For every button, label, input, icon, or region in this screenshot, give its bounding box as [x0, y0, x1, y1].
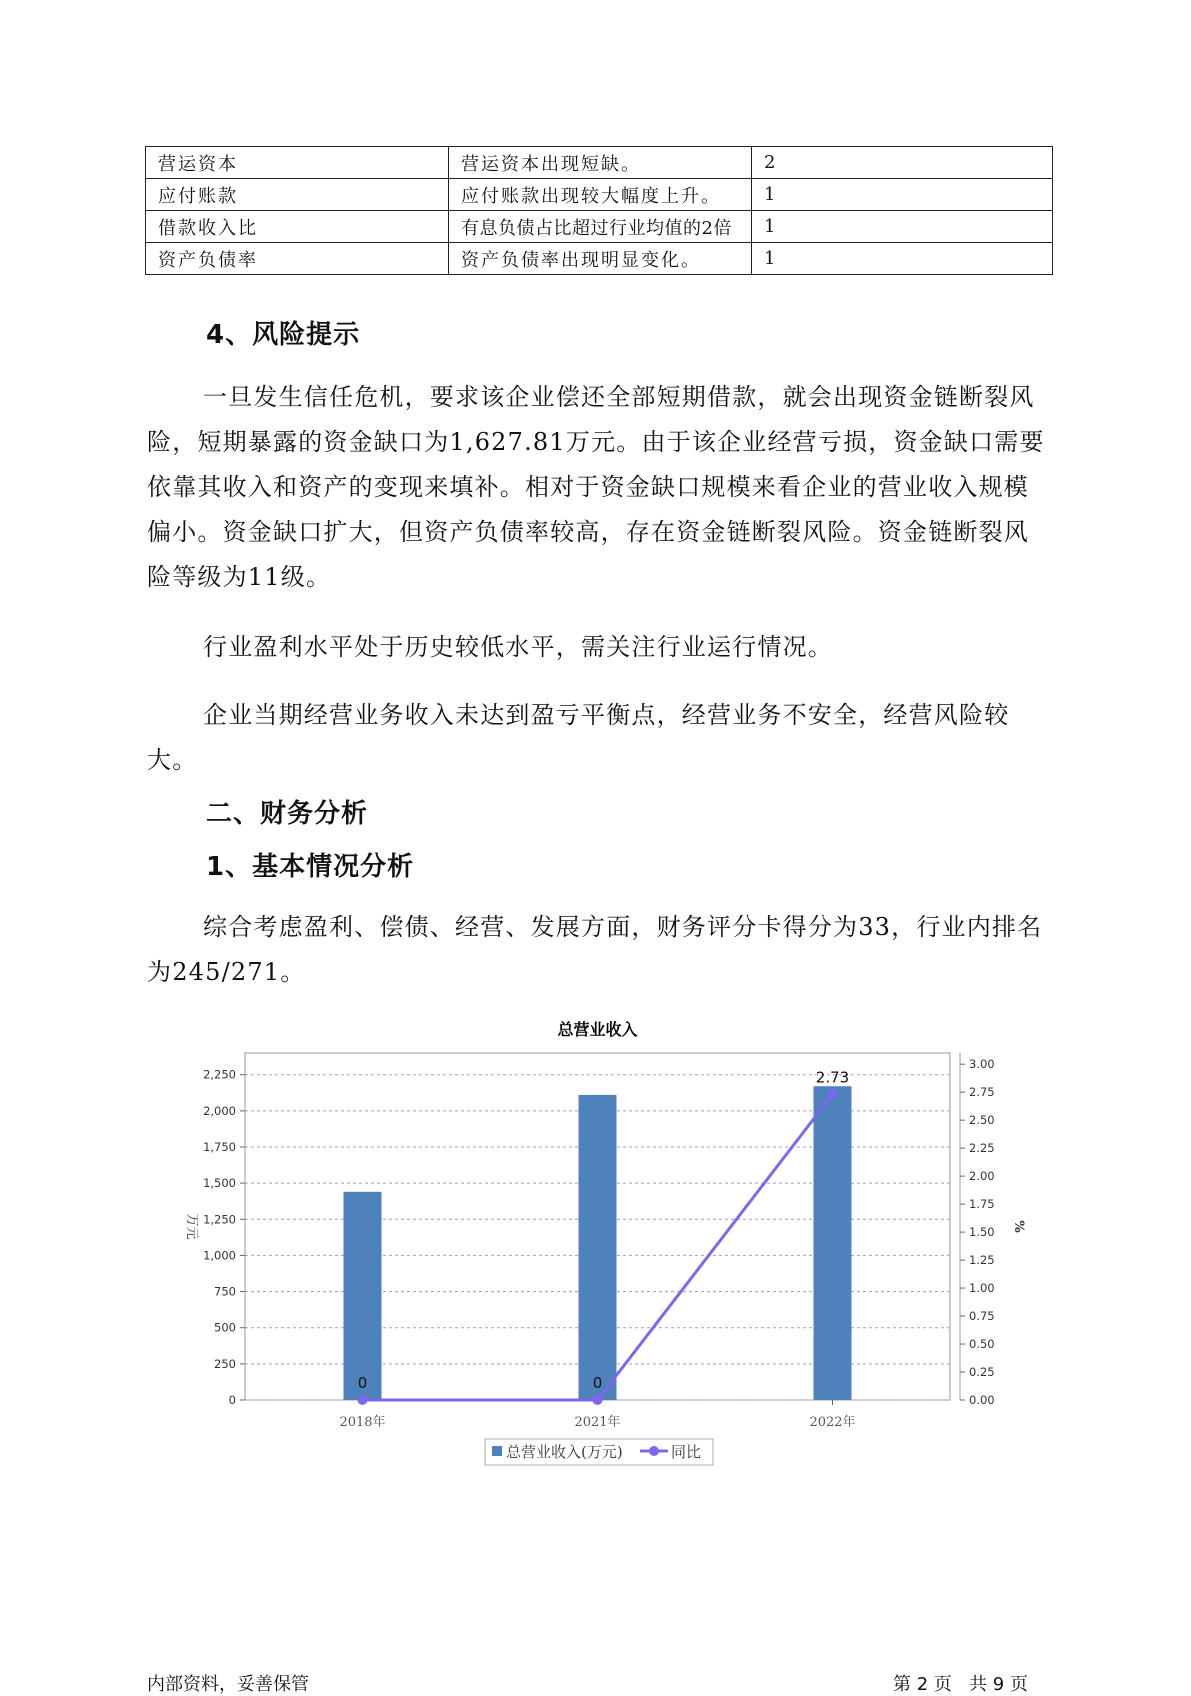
legend-swatch-marker	[649, 1446, 659, 1456]
y-tick-label: 750	[214, 1284, 236, 1299]
x-tick-label: 2021年	[574, 1415, 621, 1430]
y2-tick-label: 1.25	[969, 1253, 995, 1268]
risk-indicator-table	[145, 146, 1053, 275]
y2-tick-label: 2.75	[969, 1085, 995, 1100]
legend-swatch-bar	[492, 1446, 502, 1456]
legend-label-revenue: 总营业收入(万元)	[506, 1443, 623, 1461]
table-row	[146, 179, 1053, 211]
bar	[344, 1192, 382, 1400]
y-tick-label: 250	[214, 1356, 236, 1371]
table-cell: 1	[752, 179, 1053, 211]
paragraph-risk-2: 行业盈利水平处于历史较低水平，需关注行业运行情况。	[203, 633, 833, 661]
y-tick-label: 0	[228, 1393, 236, 1407]
chart-title: 总营业收入	[557, 1020, 638, 1039]
y2-tick-label: 0.00	[969, 1393, 995, 1407]
y2-tick-label: 0.25	[969, 1365, 995, 1380]
x-tick-label: 2022年	[809, 1415, 856, 1430]
y-tick-label: 1,750	[203, 1139, 236, 1154]
table-row	[146, 147, 1053, 179]
y-tick-label: 500	[214, 1320, 236, 1335]
y2-tick-label: 2.50	[969, 1113, 995, 1128]
y2-tick-label: 1.00	[969, 1281, 995, 1296]
bar	[579, 1095, 617, 1400]
section-heading-risk: 4、风险提示	[206, 320, 361, 350]
y-axis-title: 万元	[184, 1213, 199, 1240]
yoy-point	[828, 1089, 838, 1099]
yoy-data-label: 0	[357, 1374, 368, 1392]
table-cell: 资产负债率	[146, 243, 449, 275]
table-cell: 2	[752, 147, 1053, 179]
x-tick-label: 2018年	[339, 1415, 386, 1430]
table-cell: 1	[752, 211, 1053, 243]
legend-label-yoy: 同比	[671, 1443, 702, 1461]
y2-tick-label: 0.50	[969, 1337, 995, 1352]
footer-left: 内部资料，妥善保管	[147, 1674, 309, 1695]
paragraph-risk-3: 企业当期经营业务收入未达到盈亏平衡点，经营业务不安全，经营风险较大。	[147, 701, 1010, 774]
y-tick-label: 2,000	[203, 1103, 236, 1118]
y2-tick-label: 0.75	[969, 1309, 995, 1324]
y2-tick-label: 1.75	[969, 1197, 995, 1212]
y2-tick-label: 2.00	[969, 1169, 995, 1184]
table-cell: 应付账款	[146, 179, 449, 211]
y-tick-label: 2,250	[203, 1067, 236, 1082]
revenue-chart	[160, 1010, 1040, 1490]
paragraph-basic: 综合考虑盈利、偿债、经营、发展方面，财务评分卡得分为33，行业内排名为245/271。	[147, 913, 1043, 986]
y-tick-label: 1,500	[203, 1176, 236, 1191]
table-cell: 借款收入比	[146, 211, 449, 243]
table-cell: 有息负债占比超过行业均值的2倍	[449, 211, 752, 243]
table-row	[146, 211, 1053, 243]
paragraph-risk-1: 一旦发生信任危机，要求该企业偿还全部短期借款，就会出现资金链断裂风险，短期暴露的资金缺口为1,627.81万元。由于该企业经营亏损，资金缺口需要依靠其收入和资产的变现来填补。相对于资金缺口规模来看企业的营业收入规模偏小。资金缺口扩大，但资产负债率较高，存在资金链断裂风险。资金链断裂风险等级为11级。	[147, 383, 1045, 591]
y-tick-label: 1,000	[203, 1248, 236, 1263]
yoy-point	[358, 1395, 368, 1405]
y2-tick-label: 3.00	[969, 1057, 995, 1072]
footer-page-number: 第 2 页 共 9 页	[893, 1674, 1028, 1695]
bar	[814, 1086, 852, 1400]
table-cell: 资产负债率出现明显变化。	[449, 243, 752, 275]
y2-tick-label: 2.25	[969, 1141, 995, 1156]
y2-tick-label: 1.50	[969, 1225, 995, 1240]
yoy-point	[593, 1395, 603, 1405]
y-tick-label: 1,250	[203, 1212, 236, 1227]
table-cell: 营运资本出现短缺。	[449, 147, 752, 179]
section-heading-finance: 二、财务分析	[206, 799, 369, 829]
table-cell: 1	[752, 243, 1053, 275]
yoy-data-label: 0	[592, 1374, 603, 1392]
table-cell: 营运资本	[146, 147, 449, 179]
y2-axis-title: %	[1011, 1220, 1026, 1233]
table-cell: 应付账款出现较大幅度上升。	[449, 179, 752, 211]
table-row	[146, 243, 1053, 275]
yoy-data-label: 2.73	[815, 1068, 850, 1087]
sub-heading-basic: 1、基本情况分析	[206, 852, 415, 882]
